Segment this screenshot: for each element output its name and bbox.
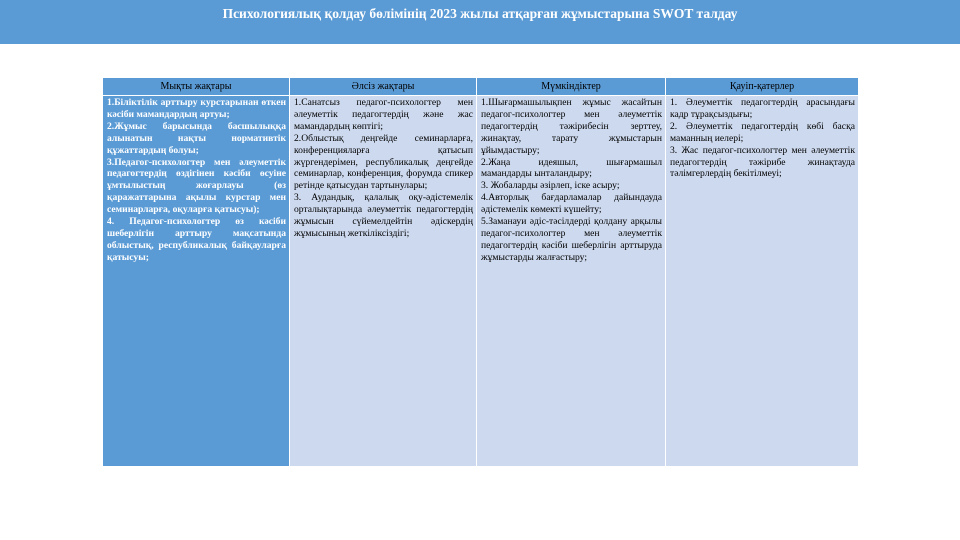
threat-item: 2. Әлеуметтік педагогтердің көбі басқа маманның иелері; bbox=[670, 120, 855, 144]
slide-title: Психологиялық қолдау бөлімінің 2023 жылы атқарған жұмыстарына SWOT талдау bbox=[222, 6, 738, 21]
weakness-item: 3. Аудандық, қалалық оқу-әдістемелік орталықтарында әлеуметтік педагогтердің жұмысын сүйемелдейтін әдіскердің жұмысының жеткіліксіздігі; bbox=[294, 192, 473, 239]
weaknesses-cell bbox=[290, 96, 477, 467]
opportunity-item: 1.Шығармашылықпен жұмыс жасайтын педагог-психологтер мен әлеуметтік педагогтердің тәжірибесін зерттеу, жинақтау, тарату жұмыстарын ұйымдастыру; bbox=[481, 97, 662, 156]
swot-table bbox=[102, 77, 859, 467]
strength-item: 4. Педагог-психологтер өз кәсіби шеберлігін арттыру мақсатында облыстық, республикалық байқауларға қатысуы; bbox=[107, 216, 286, 263]
opportunity-item: 5.Заманауи әдіс-тәсілдерді қолдану арқылы педагог-психологтер мен әлеуметтік педагогтердің кәсіби шеберлігін арттыруда жұмыстарды жалғастыру; bbox=[481, 216, 662, 263]
header-opportunities: Мүмкіндіктер bbox=[477, 78, 666, 96]
strength-item: 1.Біліктілік арттыру курстарынан өткен кәсіби мамандардың артуы; bbox=[107, 97, 286, 120]
strengths-cell bbox=[103, 96, 290, 467]
weakness-item: 1.Санатсыз педагог-психологтер мен әлеуметтік педагогтердің және жас мамандардың көптігі; bbox=[294, 97, 473, 132]
threats-cell bbox=[666, 96, 859, 467]
opportunity-item: 3. Жобаларды әзірлеп, іске асыру; bbox=[481, 180, 620, 192]
header-weaknesses: Әлсіз жақтары bbox=[290, 78, 477, 96]
weakness-item: 2.Облыстық деңгейде семинарларға, конференцияларға қатысып жүргендерімен, республикалық деңгейде семинарлар, конференция, форумда спикер ретінде қатысудан тартынулары; bbox=[294, 132, 473, 192]
opportunity-item: 2.Жаңа идеяшыл, шығармашыл мамандарды ынталандыру; bbox=[481, 156, 662, 180]
header-threats: Қауіп-қатерлер bbox=[666, 78, 859, 96]
strength-item: 3.Педагог-психологтер мен әлеуметтік педагогтердің өздігінен кәсіби өсуіне ұмтылыстың жоғарлауы (өз қаражаттарына ақылы курстар мен семинарларға, оқуларға қатысуы); bbox=[107, 156, 286, 216]
threat-item: 3. Жас педагог-психологтер мен әлеуметтік педагогтердің тәжірибе жинақтауда тәлімгерлердің бекітілмеуі; bbox=[670, 144, 855, 180]
opportunity-item: 4.Авторлық бағдарламалар дайындауда әдістемелік көмекті күшейту; bbox=[481, 192, 662, 216]
strength-item: 2.Жұмыс барысында басшылыққа алынатын нақты нормативтік құжаттардың болуы; bbox=[107, 120, 286, 156]
threat-item: 1. Әлеуметтік педагогтердің арасындағы кадр тұрақсыздығы; bbox=[670, 97, 855, 120]
header-strengths: Мықты жақтары bbox=[103, 78, 290, 96]
header-row bbox=[103, 78, 859, 96]
opportunities-cell bbox=[477, 96, 666, 467]
content-row bbox=[103, 96, 859, 467]
